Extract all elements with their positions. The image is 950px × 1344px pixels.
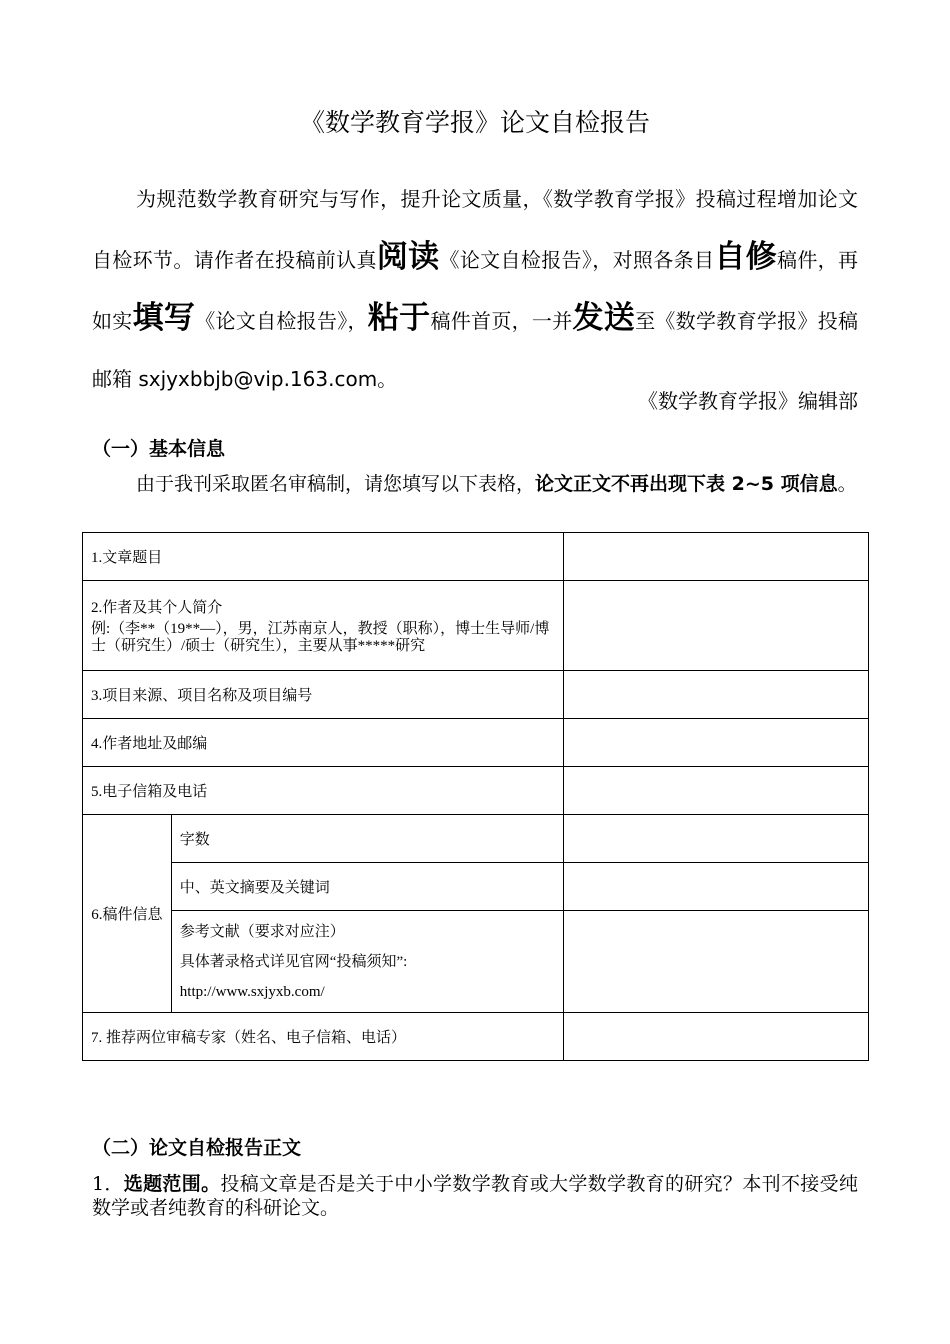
intro-emphasis-send: 发送: [572, 300, 636, 336]
intro-emphasis-paste: 粘于: [367, 300, 431, 336]
label-manuscript-info: 6.稿件信息: [83, 815, 172, 1013]
note-bold-text: 论文正文不再出现下表 2~5 项信息: [535, 473, 838, 495]
table-row: [83, 815, 869, 863]
table-row: [83, 719, 869, 767]
table-row: [83, 863, 869, 911]
input-project-source[interactable]: [563, 671, 868, 719]
input-references[interactable]: [563, 911, 868, 1013]
section-self-check-heading: （二）论文自检报告正文: [92, 1137, 302, 1159]
input-abstract-keywords[interactable]: [563, 863, 868, 911]
table-row: [83, 767, 869, 815]
intro-text-3: 稿件，再如实: [92, 248, 859, 333]
item-title: 选题范围。: [123, 1173, 221, 1195]
item-topic-scope: [92, 1172, 858, 1220]
input-article-title[interactable]: [563, 533, 868, 581]
intro-text-2: 《论文自检报告》，对照各条目: [439, 248, 715, 272]
intro-paragraph: [92, 170, 858, 408]
label-abstract-keywords: 中、英文摘要及关键词: [171, 863, 563, 911]
references-website-link: http://www.sxjyxb.com/: [179, 983, 325, 1000]
input-author-address[interactable]: [563, 719, 868, 767]
label-project-source: 3.项目来源、项目名称及项目编号: [83, 671, 564, 719]
label-recommended-reviewers: 7. 推荐两位审稿专家（姓名、电子信箱、电话）: [83, 1013, 564, 1061]
input-author-bio[interactable]: [563, 581, 868, 671]
intro-text-5: 稿件首页，一并: [430, 309, 573, 333]
intro-text-4: 《论文自检报告》，: [195, 309, 368, 333]
intro-emphasis-self-revise: 自修: [714, 239, 777, 275]
table-row: [83, 1013, 869, 1061]
label-author-bio: [83, 581, 564, 671]
section-basic-info-heading: （一）基本信息: [92, 438, 226, 460]
editorial-signoff: 《数学教育学报》编辑部: [638, 389, 858, 413]
table-row: [83, 911, 869, 1013]
label-author-address: 4.作者地址及邮编: [83, 719, 564, 767]
intro-text-1: 为规范数学教育研究与写作，提升论文质量，《数学教育学报》投稿过程增加论文自检环节。请作者在投稿前认真: [92, 187, 858, 272]
anonymous-review-note: [92, 472, 858, 496]
intro-emphasis-fill: 填写: [132, 300, 196, 336]
input-word-count[interactable]: [563, 815, 868, 863]
input-recommended-reviewers[interactable]: [563, 1013, 868, 1061]
input-email-phone[interactable]: [563, 767, 868, 815]
label-article-title: 1.文章题目: [83, 533, 564, 581]
table-row: [83, 671, 869, 719]
references-label: 参考文献（要求对应注）: [179, 923, 345, 940]
page-title: 《数学教育学报》论文自检报告: [299, 108, 650, 137]
table-row: [83, 533, 869, 581]
note-text: 由于我刊采取匿名审稿制，请您填写以下表格，: [136, 473, 536, 495]
label-references: [171, 911, 563, 1013]
references-format-note: 具体著录格式详见官网“投稿须知”:: [179, 953, 408, 970]
table-row: [83, 581, 869, 671]
item-number: 1．: [92, 1173, 124, 1195]
intro-text-6: 至《数学教育学报》投稿邮箱 sxjyxbbjb@vip.163.com。: [92, 309, 859, 391]
note-end: 。: [837, 473, 857, 495]
author-bio-label: 2.作者及其个人简介: [91, 600, 223, 616]
item-text: 投稿文章是否是关于中小学数学教育或大学数学教育的研究？本刊不接受纯数学或者纯教育的科研论文。: [92, 1173, 858, 1219]
author-bio-example: 例:（李**（19**—），男，江苏南京人，教授（职称），博士生导师/博士（研究生）/硕士（研究生），主要从事*****研究: [91, 621, 550, 654]
basic-info-table: [82, 532, 869, 1061]
label-word-count: 字数: [171, 815, 563, 863]
label-email-phone: 5.电子信箱及电话: [83, 767, 564, 815]
intro-emphasis-read: 阅读: [376, 239, 440, 275]
